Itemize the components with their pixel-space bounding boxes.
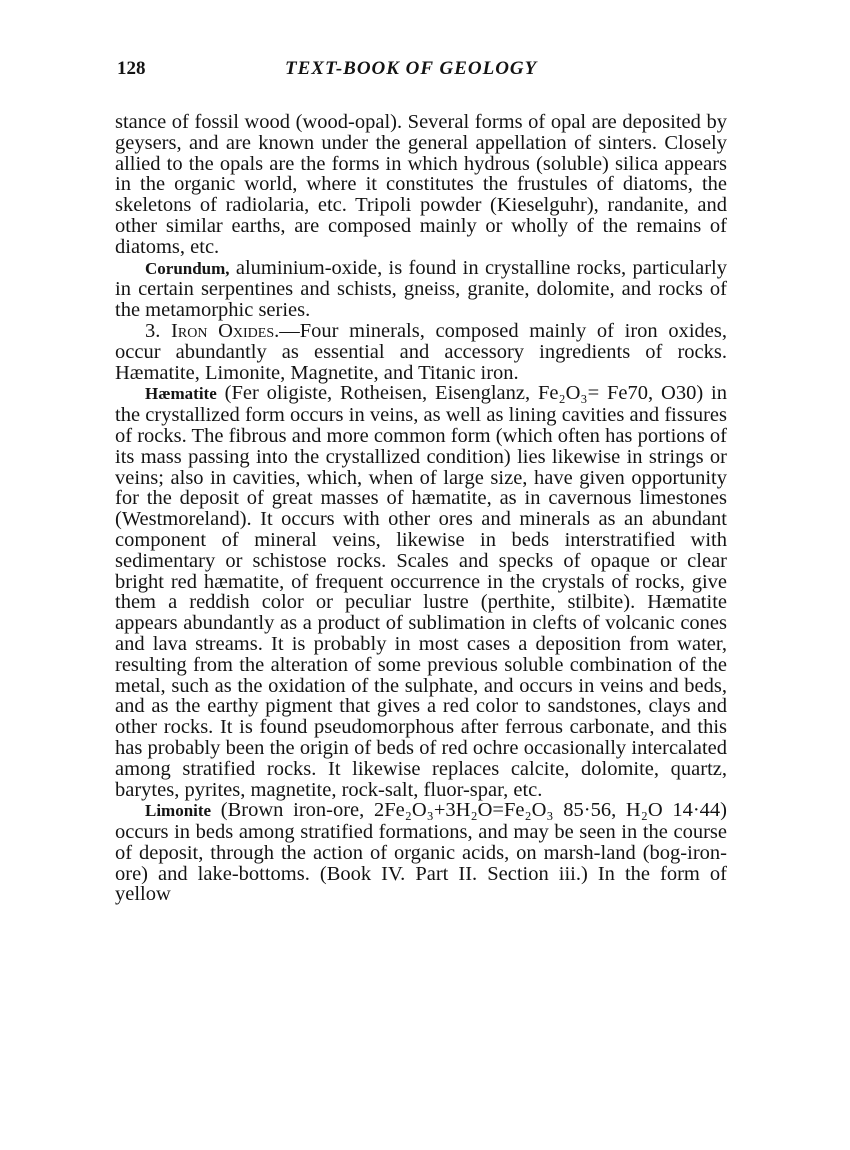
paragraph-limonite-text: (Brown iron-ore, 2Fe₂O₃+3H₂O=Fe₂O₃ 85·56, H₂O 14·44) occurs in beds among stratified formations, and may be seen in the course of deposit, through the action of organic acids, on marsh-land (bog-iron-ore) and lake-bottoms. (Book IV. Part II. Section iii.) In the form of yellow: [115, 799, 727, 906]
paragraph-corundum: [115, 258, 727, 321]
page-number: 128: [117, 58, 146, 79]
term-haematite: Hæmatite: [145, 384, 217, 404]
term-limonite: Limonite: [145, 801, 212, 821]
paragraph-iron-oxides: [115, 321, 727, 383]
section-heading-iron-oxides: 3. Iron Oxides.: [145, 319, 280, 342]
paragraph-haematite-text: (Fer oligiste, Rotheisen, Eisenglanz, Fe₂O₃= Fe70, O30) in the crystallized form occurs in veins, as well as lining cavities and fissures of rocks. The fibrous and more common form (which often has portions of its mass passing into the crystallized condition) lies likewise in strings or veins; also in cavities, which, when of large size, have given opportunity for the deposit of great masses of hæmatite, as in cavernous limestones (Westmoreland). It occurs with other ores and minerals as an abundant component of mineral veins, likewise in beds interstratified with sedimentary or schistose rocks. Scales and specks of opaque or clear bright red hæmatite, of frequent occurrence in the crystals of rocks, give them a reddish color or peculiar lustre (perthite, stilbite). Hæmatite appears abundantly as a product of sublimation in clefts of volcanic cones and lava streams. It is probably in most cases a deposition from water, resulting from the alteration of some previous soluble combination of the metal, such as the oxidation of the sulphate, and occurs in veins and beds, and as the earthy pigment that gives a red color to sandstones, clays and other rocks. It is found pseudomorphous after ferrous carbonate, and this has probably been the origin of beds of red ochre occasionally intercalated among stratified rocks. It likewise replaces calcite, dolomite, quartz, barytes, pyrites, magnetite, rock-salt, fluor-spar, etc.: [115, 382, 727, 801]
book-page: [115, 58, 727, 905]
page-header: [115, 58, 727, 92]
paragraph-opal: [115, 112, 727, 258]
paragraph-limonite: [115, 800, 727, 905]
paragraph-iron-oxides-text: —Four minerals, composed mainly of iron oxides, occur abundantly as essential and accessory ingredients of rocks. Hæmatite, Limonite, Magnetite, and Titanic iron.: [115, 319, 727, 384]
body-text: [115, 112, 727, 905]
running-head: TEXT-BOOK OF GEOLOGY: [285, 58, 538, 79]
term-corundum: Corundum,: [145, 258, 230, 278]
paragraph-opal-text: stance of fossil wood (wood-opal). Several forms of opal are deposited by geysers, and are known under the general appellation of sinters. Closely allied to the opals are the forms in which hydrous (soluble) silica appears in the organic world, where it constitutes the frustules of diatoms, the skeletons of radiolaria, etc. Tripoli powder (Kieselguhr), randanite, and other similar earths, are composed mainly or wholly of the remains of diatoms, etc.: [115, 111, 727, 258]
paragraph-corundum-text: aluminium-oxide, is found in crystalline rocks, particularly in certain serpentines and schists, gneiss, granite, dolomite, and rocks of the metamorphic series.: [115, 256, 727, 322]
paragraph-haematite: [115, 383, 727, 800]
